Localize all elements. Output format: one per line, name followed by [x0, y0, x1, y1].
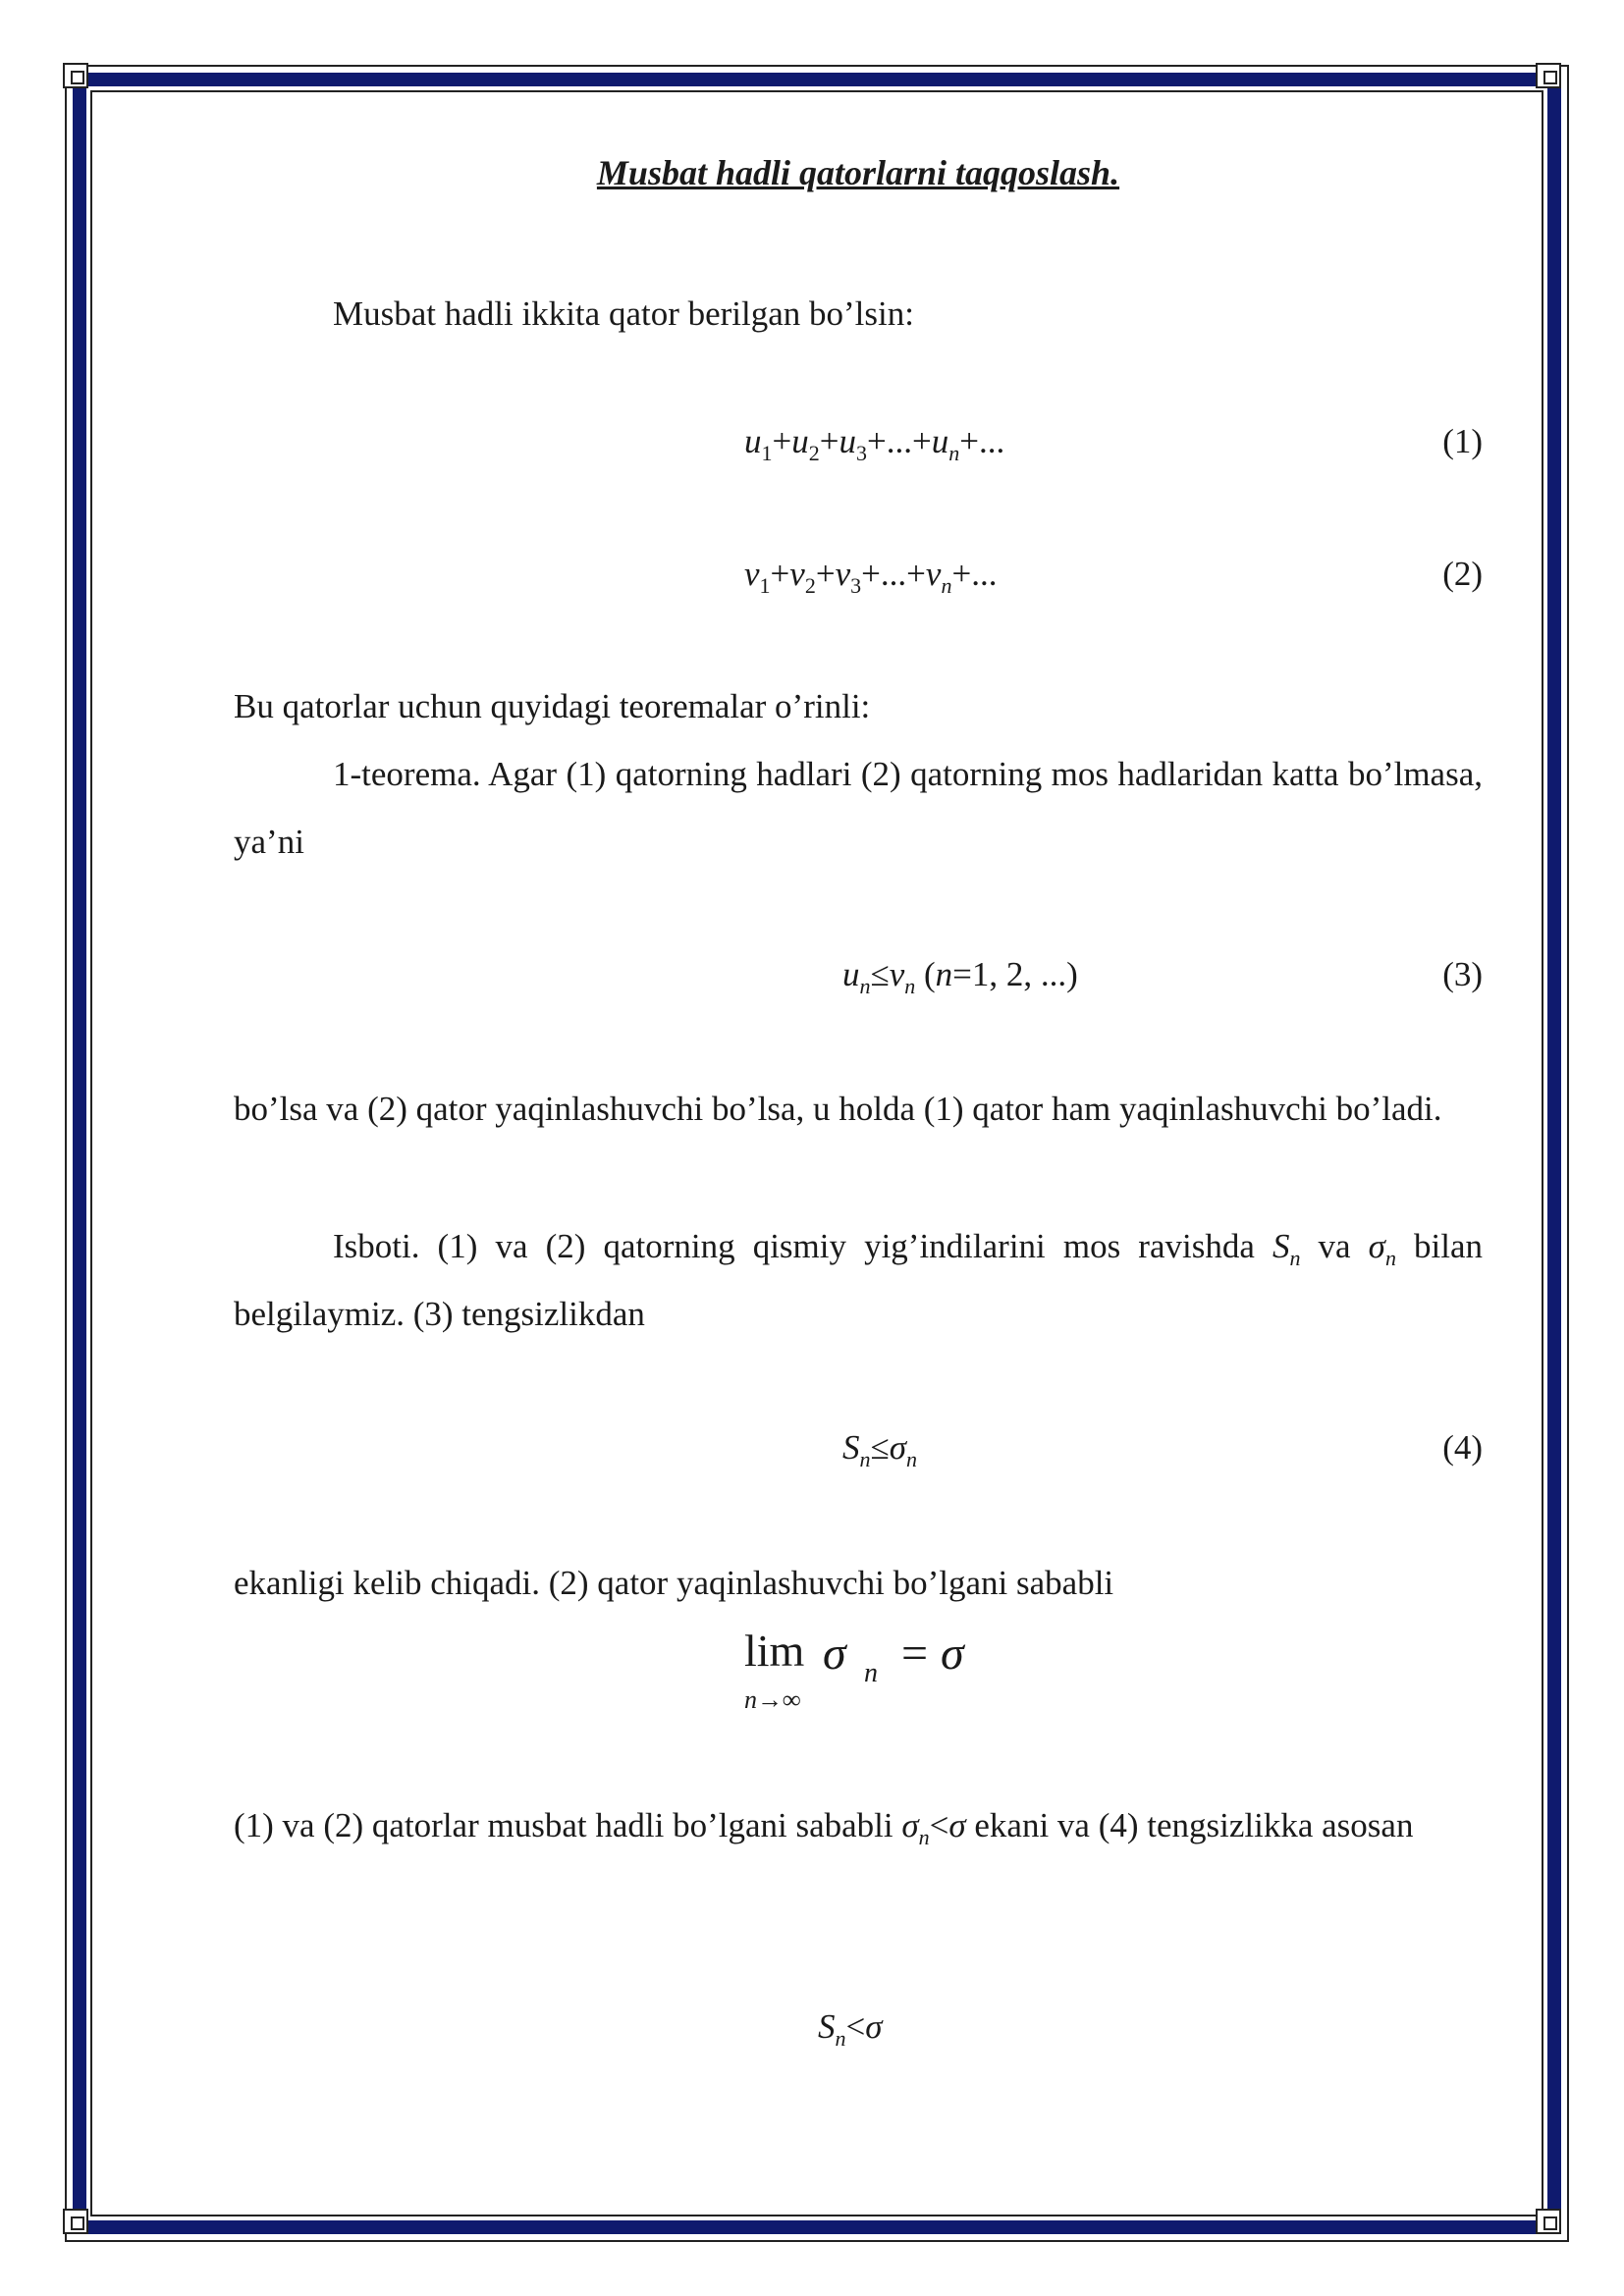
equation-number-3: (3): [1442, 955, 1483, 993]
equation-1: $u_1+u_2+u_3+...+u_n+$...: [744, 422, 1005, 465]
positive-terms-paragraph: (1) va (2) qatorlar musbat hadli bo’lgani sababli $\sigma_n<\sigma$ ekani va (4) tengsizlikka asosan: [234, 1806, 1414, 1849]
equation-number-2: (2): [1442, 555, 1483, 593]
border-corner-ornament: [1536, 2209, 1561, 2234]
theorems-paragraph: Bu qatorlar uchun quyidagi teoremalar o’rinli:: [234, 687, 871, 725]
lim-subscript: n→∞: [744, 1685, 801, 1714]
equation-4: $S_n\le\sigma_n$: [842, 1428, 917, 1471]
limit-formula: lim n→∞ σ n = σ: [744, 1626, 964, 1714]
theorem-conclusion-paragraph: bo’lsa va (2) qator yaqinlashuvchi bo’lsa, u holda (1) qator ham yaqinlashuvchi bo’ladi.: [234, 1090, 1442, 1128]
equation-2: $v_1+v_2+v_3+...+v_n+$...: [744, 555, 998, 598]
proof-paragraph: Isboti. (1) va (2) qatorning qismiy yig’indilarini mos ravishda $S_n$ va $\sigma_n$ bilan belgilaymiz. (3) tengsizlikdan: [234, 1227, 1484, 1333]
equation-3: $u_n\le v_n$ (n=1, 2, ...): [842, 955, 1078, 998]
equation-number-4: (4): [1442, 1428, 1483, 1467]
theorem-1-paragraph: 1-teorema. Agar (1) qatorning hadlari (2) qatorning mos hadlaridan katta bo’lmasa, ya’ni: [234, 755, 1483, 861]
border-corner-ornament: [63, 63, 88, 88]
equation-number-1: (1): [1442, 422, 1483, 460]
border-corner-ornament: [1536, 63, 1561, 88]
lim-word: lim: [744, 1626, 805, 1676]
intro-paragraph: Musbat hadli ikkita qator berilgan bo’lsin:: [333, 294, 914, 333]
page-border-inner: [90, 90, 1543, 2216]
equation-final: $S_n<\sigma$: [818, 2007, 883, 2051]
follows-paragraph: ekanligi kelib chiqadi. (2) qator yaqinlashuvchi bo’lgani sababli: [234, 1564, 1114, 1602]
page-title: Musbat hadli qatorlarni taqqoslash.: [596, 153, 1120, 192]
border-corner-ornament: [63, 2209, 88, 2234]
